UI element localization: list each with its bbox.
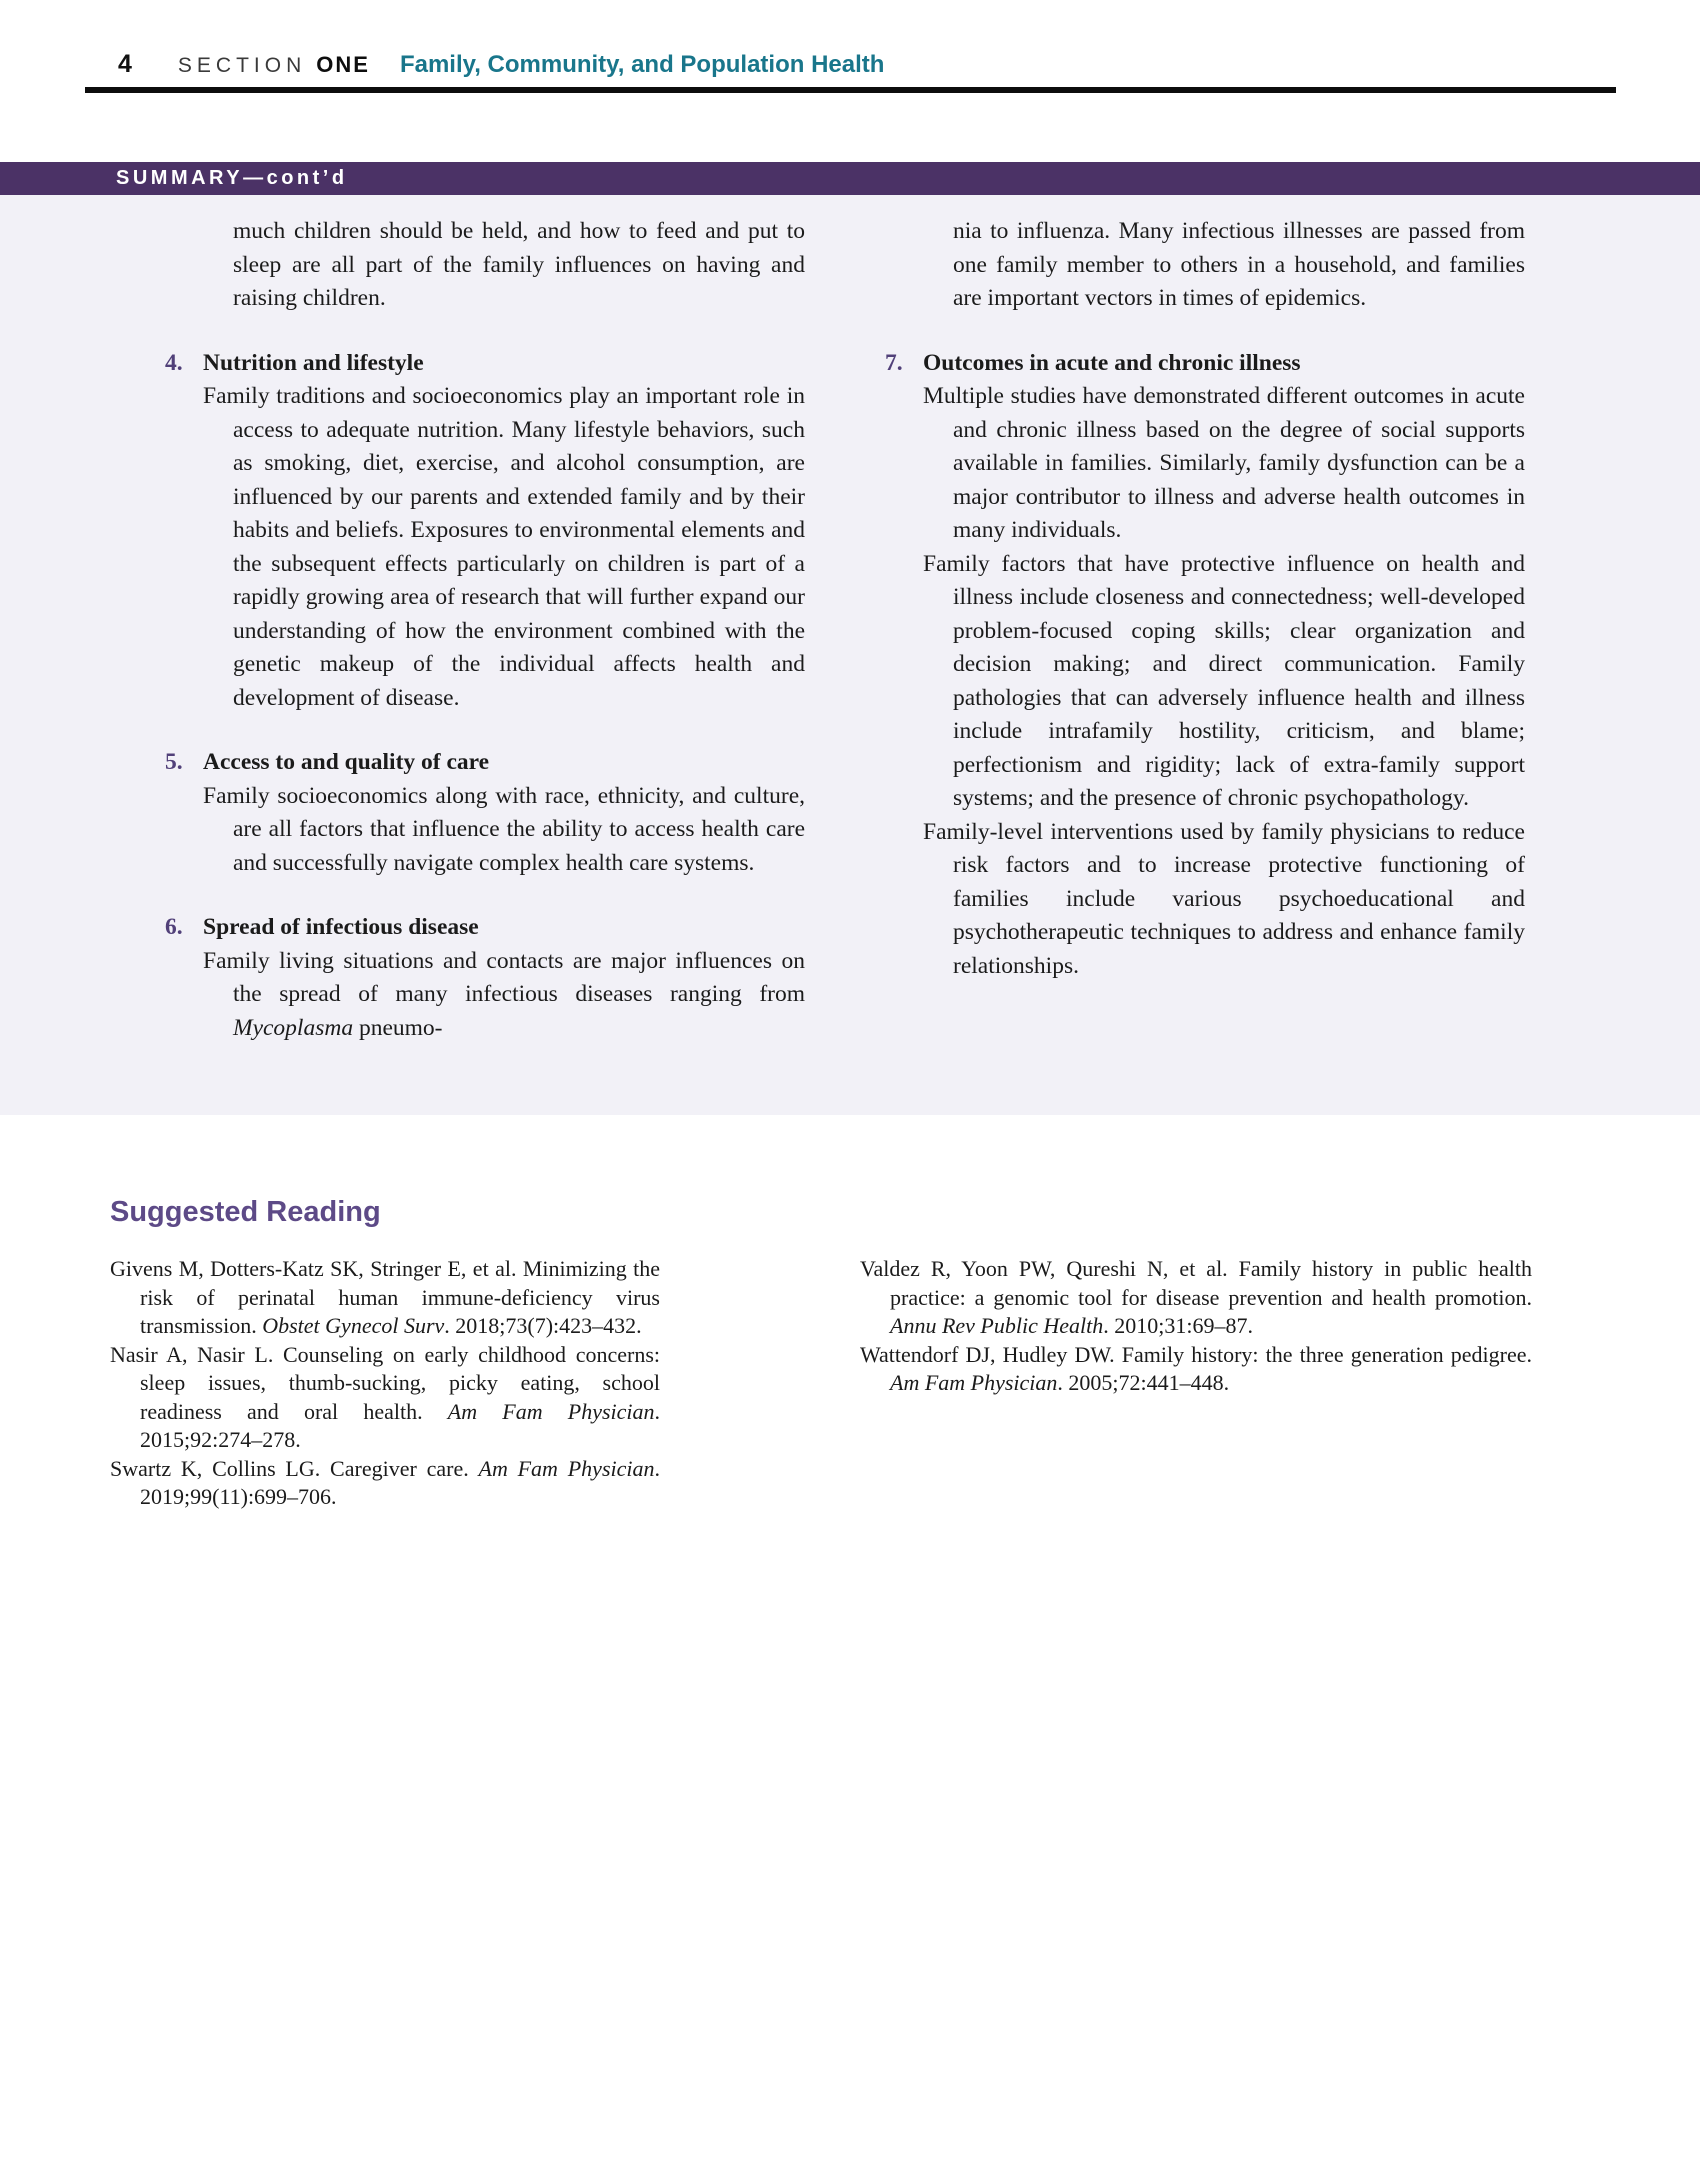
item-heading: Spread of infectious disease — [203, 914, 479, 940]
item-heading: Access to and quality of care — [203, 749, 490, 775]
reading-columns — [110, 1255, 1600, 1512]
reading-right-column — [860, 1255, 1532, 1512]
citation: Valdez R, Yoon PW, Qureshi N, et al. Family history in public health practice: a genomic tool for disease prevention and health promotion. Annu Rev Public Health. 2010;31:69–87. — [860, 1256, 1532, 1338]
continuation-paragraph: nia to influenza. Many infectious illnesses are passed from one family member to others in a household, and families are important vectors in times of epidemics. — [953, 218, 1525, 311]
citation: Swartz K, Collins LG. Caregiver care. Am Fam Physician. 2019;99(11):699–706. — [110, 1455, 660, 1509]
summary-item-5 — [165, 746, 805, 880]
item-number: 7. — [885, 349, 903, 376]
header-rule — [85, 87, 1616, 93]
summary-box — [0, 195, 1700, 1115]
citation: Nasir A, Nasir L. Counseling on early childhood concerns: sleep issues, thumb-sucking, picky eating, school readiness and oral health. Am Fam Physician. 2015;92:274–278. — [110, 1341, 661, 1452]
section-number: ONE — [316, 52, 370, 77]
summary-left-column — [165, 215, 805, 1045]
summary-item-6 — [165, 911, 805, 1045]
section-label: SECTION — [177, 54, 307, 77]
item-heading: Outcomes in acute and chronic illness — [923, 349, 1301, 376]
page-header — [118, 50, 884, 79]
suggested-reading-section — [110, 1196, 1600, 1512]
reading-left-column — [110, 1255, 660, 1512]
suggested-reading-title: Suggested Reading — [110, 1196, 381, 1228]
item-body — [203, 347, 805, 716]
item-paragraph: Family factors that have protective influence on health and illness include closeness and connectedness; well-developed problem-focused coping skills; clear organization and decision making; and direct communication. Family pathologies that can adversely influence health and illness include intrafamily hostility, criticism, and blame; perfectionism and rigidity; lack of extra-family support systems; and the presence of chronic psychopathology. — [923, 550, 1525, 811]
summary-banner — [0, 162, 1700, 195]
item-number: 5. — [165, 749, 183, 775]
item-paragraph: Family traditions and socioeconomics play an important role in access to adequate nutrition. Many lifestyle behaviors, such as smoking, diet, exercise, and alcohol consumption, are influenced by our parents and extended family and by their habits and beliefs. Exposures to environmental elements and the subsequent effects particularly on children is part of a rapidly growing area of research that will further expand our understanding of how the environment combined with the genetic makeup of the individual affects health and development of disease. — [203, 383, 805, 711]
item-paragraph: Family-level interventions used by family physicians to reduce risk factors and to increase protective functioning of families include various psychoeducational and psychotherapeutic techniques to address and enhance family relationships. — [923, 818, 1525, 979]
item-number: 4. — [165, 349, 183, 376]
item-body — [923, 347, 1525, 984]
item-number: 6. — [165, 914, 183, 940]
item-heading: Nutrition and lifestyle — [203, 349, 424, 376]
item-paragraph: Multiple studies have demonstrated different outcomes in acute and chronic illness based on the degree of social supports available in families. Similarly, family dysfunction can be a major contributor to illness and adverse health outcomes in many individuals. — [923, 383, 1525, 543]
summary-banner-label: SUMMARY—cont’d — [116, 167, 348, 189]
summary-right-column — [885, 215, 1525, 1045]
citation: Wattendorf DJ, Hudley DW. Family history: the three generation pedigree. Am Fam Physician. 2005;72:441–448. — [860, 1341, 1532, 1395]
summary-item-4 — [165, 347, 805, 716]
summary-item-7 — [885, 347, 1525, 984]
item-paragraph: Family living situations and contacts are major influences on the spread of many infectious diseases ranging from Mycoplasma pneumo- — [203, 947, 805, 1041]
section-title: Family, Community, and Population Health — [399, 51, 885, 78]
item-body — [203, 911, 805, 1045]
continuation-paragraph: much children should be held, and how to feed and put to sleep are all part of the family influences on having and raising children. — [233, 218, 805, 311]
page-number: 4 — [118, 50, 132, 78]
item-body — [203, 746, 805, 880]
summary-columns — [165, 215, 1525, 1045]
citation: Givens M, Dotters-Katz SK, Stringer E, et al. Minimizing the risk of perinatal human immune-deficiency virus transmission. Obstet Gynecol Surv. 2018;73(7):423–432. — [110, 1256, 660, 1338]
item-paragraph: Family socioeconomics along with race, ethnicity, and culture, are all factors that influence the ability to access health care and successfully navigate complex health care systems. — [203, 782, 805, 876]
